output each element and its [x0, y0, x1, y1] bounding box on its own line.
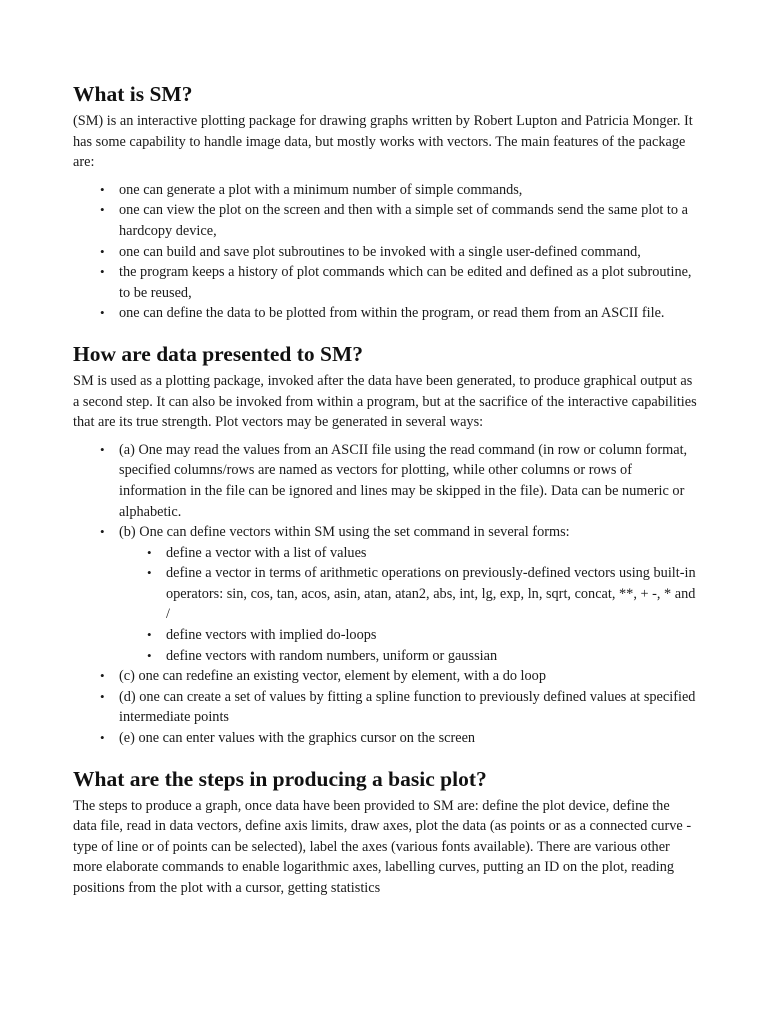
- section-paragraph: The steps to produce a graph, once data have been provided to SM are: define the plot device, define the data file, read in data vectors, define axis limits, draw axes, plot the data (as points or as a connected curve - type of line or of points can be selected), label the axes (various fonts available). There are various other more elaborate commands to enable logarithmic axes, labelling curves, putting an ID on the plot, reading positions from the plot with a cursor, getting statistics: [73, 797, 692, 896]
- section-paragraph: (SM) is an interactive plotting package for drawing graphs written by Robert Lupton and Patricia Monger. It has some capability to handle image data, but mostly works with vectors. The main features of the package are:: [73, 113, 693, 171]
- feature-list: [73, 180, 697, 324]
- document-page: [73, 80, 697, 915]
- list-item-text: (b) One can define vectors within SM using the set command in several forms:: [119, 524, 570, 541]
- section-heading: What is SM?: [73, 82, 193, 106]
- section-data-presentation: [73, 340, 697, 749]
- sub-list-item: • define a vector with a list of values: [166, 543, 697, 564]
- section-heading: What are the steps in producing a basic plot?: [73, 766, 487, 791]
- list-item: • (e) one can enter values with the graphics cursor on the screen: [119, 728, 697, 749]
- section-heading: How are data presented to SM?: [73, 341, 364, 366]
- section-what-is-sm: [73, 80, 697, 324]
- list-item: • (a) One may read the values from an ASCII file using the read command (in row or column format, specified columns/rows are named as vectors for plotting, while other columns or rows of information in the file can be ignored and lines may be skipped in the file). Data can be numeric or alphabetic.: [119, 440, 697, 522]
- section-paragraph: SM is used as a plotting package, invoked after the data have been generated, to produce graphical output as a second step. It can also be invoked from within a program, but at the sacrifice of the interactive capabilities that are its true strength. Plot vectors may be generated in several ways:: [73, 372, 697, 431]
- methods-list: [73, 440, 697, 749]
- list-item: • (c) one can redefine an existing vector, element by element, with a do loop: [119, 666, 697, 687]
- sub-list-item: • define vectors with random numbers, uniform or gaussian: [166, 646, 697, 667]
- list-item: [119, 522, 697, 666]
- list-item: • (d) one can create a set of values by fitting a spline function to previously defined values at specified intermediate points: [119, 687, 697, 728]
- list-item: • one can build and save plot subroutines to be invoked with a single user-defined command,: [119, 242, 697, 263]
- set-forms-list: [119, 543, 697, 667]
- sub-list-item: • define vectors with implied do-loops: [166, 625, 697, 646]
- list-item: • one can generate a plot with a minimum number of simple commands,: [119, 180, 697, 201]
- list-item: • one can define the data to be plotted from within the program, or read them from an ASCII file.: [119, 303, 697, 324]
- sub-list-item: • define a vector in terms of arithmetic operations on previously-defined vectors using built-in operators: sin, cos, tan, acos, asin, atan, atan2, abs, int, lg, exp, ln, sqrt, concat, **, + -, * and /: [166, 563, 697, 625]
- section-basic-plot-steps: [73, 765, 697, 899]
- list-item: • the program keeps a history of plot commands which can be edited and defined as a plot subroutine, to be reused,: [119, 262, 697, 303]
- list-item: • one can view the plot on the screen and then with a simple set of commands send the same plot to a hardcopy device,: [119, 200, 697, 241]
